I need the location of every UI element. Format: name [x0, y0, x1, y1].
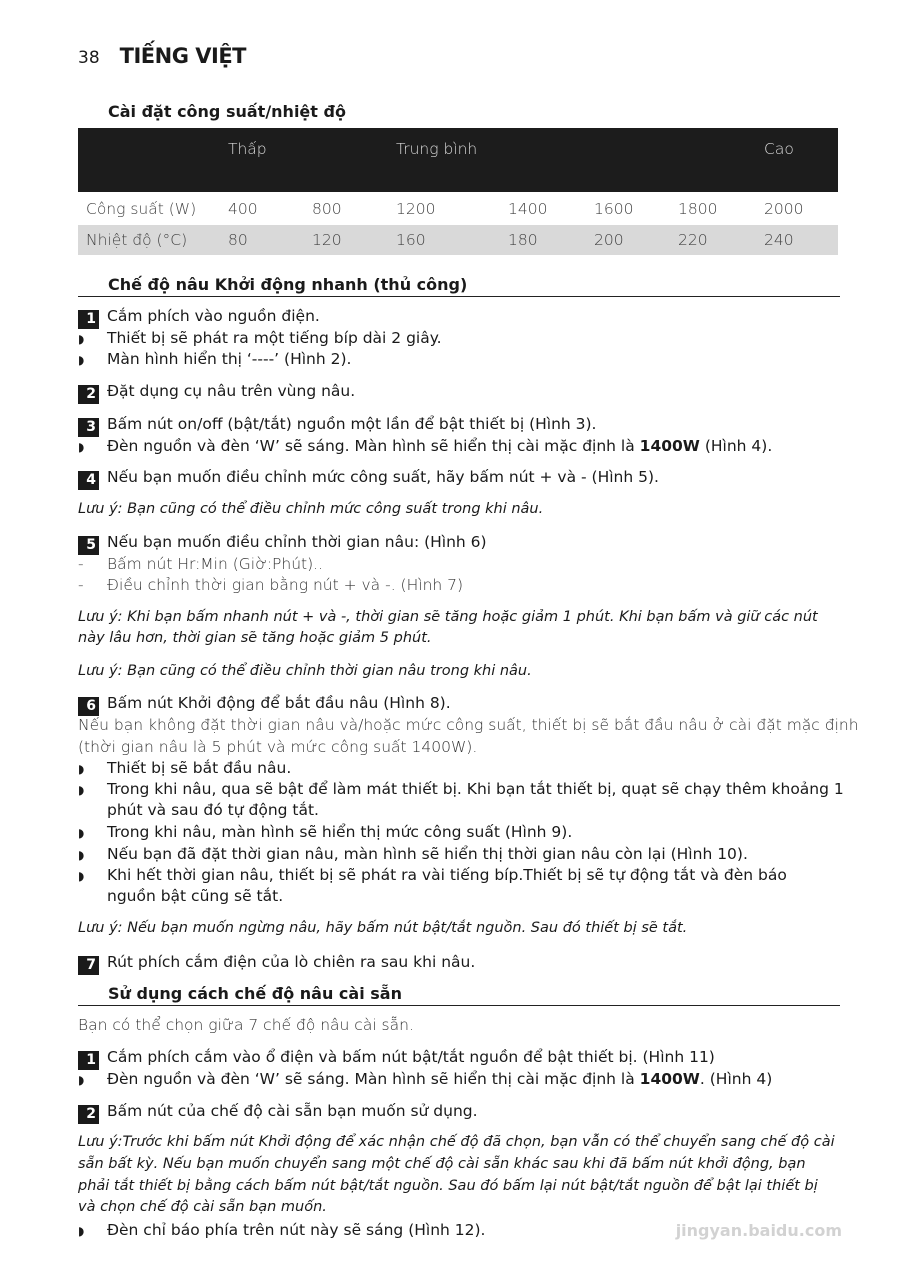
table-header-cell: Thấp [228, 140, 267, 158]
table-cell: Công suất (W) [86, 200, 197, 218]
paragraph-line: Nếu bạn không đặt thời gian nâu và/hoặc mức công suất, thiết bị sẽ bắt đầu nâu ở cài đặt mặc định [78, 716, 859, 734]
section-heading-presets: Sử dụng cách chế độ nâu cài sẵn [78, 984, 840, 1006]
step-2 [78, 382, 355, 404]
step-text: Nếu bạn muốn điều chỉnh mức công suất, hãy bấm nút + và - (Hình 5). [107, 468, 659, 486]
dash-text: Điều chỉnh thời gian bằng nút + và -. (Hình 7) [107, 576, 464, 594]
bullet-item [78, 845, 748, 863]
bullet-text: Đèn nguồn và đèn ‘W’ sẽ sáng. Màn hình sẽ hiển thị cài mặc định là [107, 1070, 640, 1088]
table-row [78, 194, 838, 224]
step-text: Bấm nút on/off (bật/tắt) nguồn một lần để bật thiết bị (Hình 3). [107, 415, 597, 433]
bullet-icon: ◗ [78, 826, 85, 840]
step-2 [78, 1102, 478, 1124]
bullet-text: Trong khi nâu, qua sẽ bật để làm mát thiết bị. Khi bạn tắt thiết bị, quạt sẽ chạy thêm khoảng 1 [107, 780, 844, 798]
bullet-continuation: phút và sau đó tự động tắt. [107, 801, 319, 819]
step-4 [78, 468, 659, 490]
paragraph-line: Bạn có thể chọn giữa 7 chế độ nâu cài sẵn. [78, 1016, 414, 1034]
step-1 [78, 307, 320, 329]
bullet-icon: ◗ [78, 440, 85, 454]
step-6 [78, 694, 451, 716]
dash-item: - Bấm nút Hr:Min (Giờ:Phút).. [78, 555, 324, 573]
step-number: 2 [78, 1105, 99, 1124]
bullet-icon: ◗ [78, 353, 85, 367]
bullet-item [78, 780, 844, 798]
bold-value: 1400W [639, 1070, 700, 1088]
bullet-text: Nếu bạn đã đặt thời gian nâu, màn hình sẽ hiển thị thời gian nâu còn lại (Hình 10). [107, 845, 748, 863]
bullet-item [78, 1070, 772, 1088]
bullet-item [78, 759, 291, 777]
table-cell: 2000 [764, 200, 804, 218]
step-number: 4 [78, 471, 99, 490]
step-number: 1 [78, 1051, 99, 1070]
step-5 [78, 533, 487, 555]
step-7 [78, 953, 475, 975]
table-cell: 1800 [678, 200, 718, 218]
table-header [78, 128, 838, 192]
page-number: 38 [78, 48, 100, 68]
table-cell: 1200 [396, 200, 436, 218]
dash-text: Bấm nút Hr:Min (Giờ:Phút).. [107, 555, 324, 573]
table-cell: 120 [312, 231, 342, 249]
section-heading-quick-start: Chế độ nâu Khởi động nhanh (thủ công) [78, 275, 840, 297]
table-cell: 240 [764, 231, 794, 249]
bullet-icon: ◗ [78, 869, 85, 883]
bullet-text: Đèn nguồn và đèn ‘W’ sẽ sáng. Màn hình sẽ hiển thị cài mặc định là [107, 437, 640, 455]
table-cell: 220 [678, 231, 708, 249]
table-header-cell: Cao [764, 140, 794, 158]
dash-item: - Điều chỉnh thời gian bằng nút + và -. (Hình 7) [78, 576, 464, 594]
step-number: 7 [78, 956, 99, 975]
note: Lưu ý: Nếu bạn muốn ngừng nâu, hãy bấm nút bật/tắt nguồn. Sau đó thiết bị sẽ tắt. [78, 920, 688, 936]
bold-value: 1400W [639, 437, 700, 455]
note: và chọn chế độ cài sẵn bạn muốn. [78, 1199, 327, 1215]
bullet-item [78, 437, 772, 455]
bullet-text: (Hình 4). [699, 437, 773, 455]
section-heading-power-temp: Cài đặt công suất/nhiệt độ [108, 102, 346, 121]
bullet-icon: ◗ [78, 1073, 85, 1087]
note: sẵn bất kỳ. Nếu bạn muốn chuyển sang một chế độ cài sẵn khác sau khi đã bấm nút khởi động, bạn [78, 1156, 806, 1172]
note: Lưu ý: Bạn cũng có thể điều chỉnh thời gian nâu trong khi nâu. [78, 663, 532, 679]
bullet-icon: ◗ [78, 848, 85, 862]
table-cell: 200 [594, 231, 624, 249]
step-text: Bấm nút Khởi động để bắt đầu nâu (Hình 8). [107, 694, 451, 712]
step-text: Cắm phích cắm vào ổ điện và bấm nút bật/tắt nguồn để bật thiết bị. (Hình 11) [107, 1048, 715, 1066]
bullet-item [78, 823, 572, 841]
table-cell: 180 [508, 231, 538, 249]
bullet-text: Khi hết thời gian nâu, thiết bị sẽ phát ra vài tiếng bíp.Thiết bị sẽ tự động tắt và đèn báo [107, 866, 787, 884]
step-text: Rút phích cắm điện của lò chiên ra sau khi nâu. [107, 953, 476, 971]
note-text: Bạn cũng có thể điều chỉnh mức công suất trong khi nâu. [122, 501, 544, 517]
bullet-continuation: nguồn bật cũng sẽ tắt. [107, 887, 284, 905]
bullet-item [78, 329, 442, 347]
table-cell: 800 [312, 200, 342, 218]
table-cell: 160 [396, 231, 426, 249]
table-cell: 400 [228, 200, 258, 218]
step-number: 5 [78, 536, 99, 555]
note-label: Lưu ý: [78, 501, 123, 517]
paragraph-line: (thời gian nâu là 5 phút và mức công suất 1400W). [78, 738, 478, 756]
bullet-text: Màn hình hiển thị ‘----’ (Hình 2). [107, 350, 352, 368]
table-header-cell: Trung bình [396, 140, 478, 158]
table-cell: 80 [228, 231, 248, 249]
bullet-text: Đèn chỉ báo phía trên nút này sẽ sáng (Hình 12). [107, 1221, 486, 1239]
step-text: Đặt dụng cụ nâu trên vùng nâu. [107, 382, 356, 400]
table-cell: Nhiệt độ (°C) [86, 231, 188, 249]
watermark: jingyan.baidu.com [675, 1221, 842, 1240]
step-number: 6 [78, 697, 99, 716]
bullet-icon: ◗ [78, 332, 85, 346]
table-cell: 1400 [508, 200, 548, 218]
bullet-text: Thiết bị sẽ bắt đầu nâu. [107, 759, 292, 777]
table-cell: 1600 [594, 200, 634, 218]
bullet-item [78, 1221, 485, 1239]
page-title: TIẾNG VIỆT [119, 44, 246, 68]
step-number: 2 [78, 385, 99, 404]
step-number: 3 [78, 418, 99, 437]
step-text: Nếu bạn muốn điều chỉnh thời gian nâu: (Hình 6) [107, 533, 487, 551]
bullet-icon: ◗ [78, 783, 85, 797]
bullet-text: . (Hình 4) [699, 1070, 773, 1088]
note [78, 501, 543, 517]
step-text: Cắm phích vào nguồn điện. [107, 307, 320, 325]
bullet-icon: ◗ [78, 762, 85, 776]
step-1 [78, 1048, 715, 1070]
table-row [78, 225, 838, 255]
note: Lưu ý: Khi bạn bấm nhanh nút + và -, thời gian sẽ tăng hoặc giảm 1 phút. Khi bạn bấm và giữ các nút [78, 609, 818, 625]
bullet-item [78, 866, 787, 884]
bullet-item [78, 350, 351, 368]
bullet-text: Trong khi nâu, màn hình sẽ hiển thị mức công suất (Hình 9). [107, 823, 573, 841]
note: Lưu ý:Trước khi bấm nút Khởi động để xác nhận chế độ đã chọn, bạn vẫn có thể chuyển sang chế độ cài [78, 1134, 835, 1150]
page-header [78, 44, 246, 68]
note: phải tắt thiết bị bằng cách bấm nút bật/tắt nguồn. Sau đó bấm lại nút bật/tắt nguồn để bật lại thiết bị [78, 1178, 818, 1194]
note: này lâu hơn, thời gian sẽ tăng hoặc giảm 5 phút. [78, 630, 432, 646]
step-number: 1 [78, 310, 99, 329]
bullet-text: Thiết bị sẽ phát ra một tiếng bíp dài 2 giây. [107, 329, 442, 347]
step-3 [78, 415, 596, 437]
step-text: Bấm nút của chế độ cài sẵn bạn muốn sử dụng. [107, 1102, 478, 1120]
bullet-icon: ◗ [78, 1224, 85, 1238]
